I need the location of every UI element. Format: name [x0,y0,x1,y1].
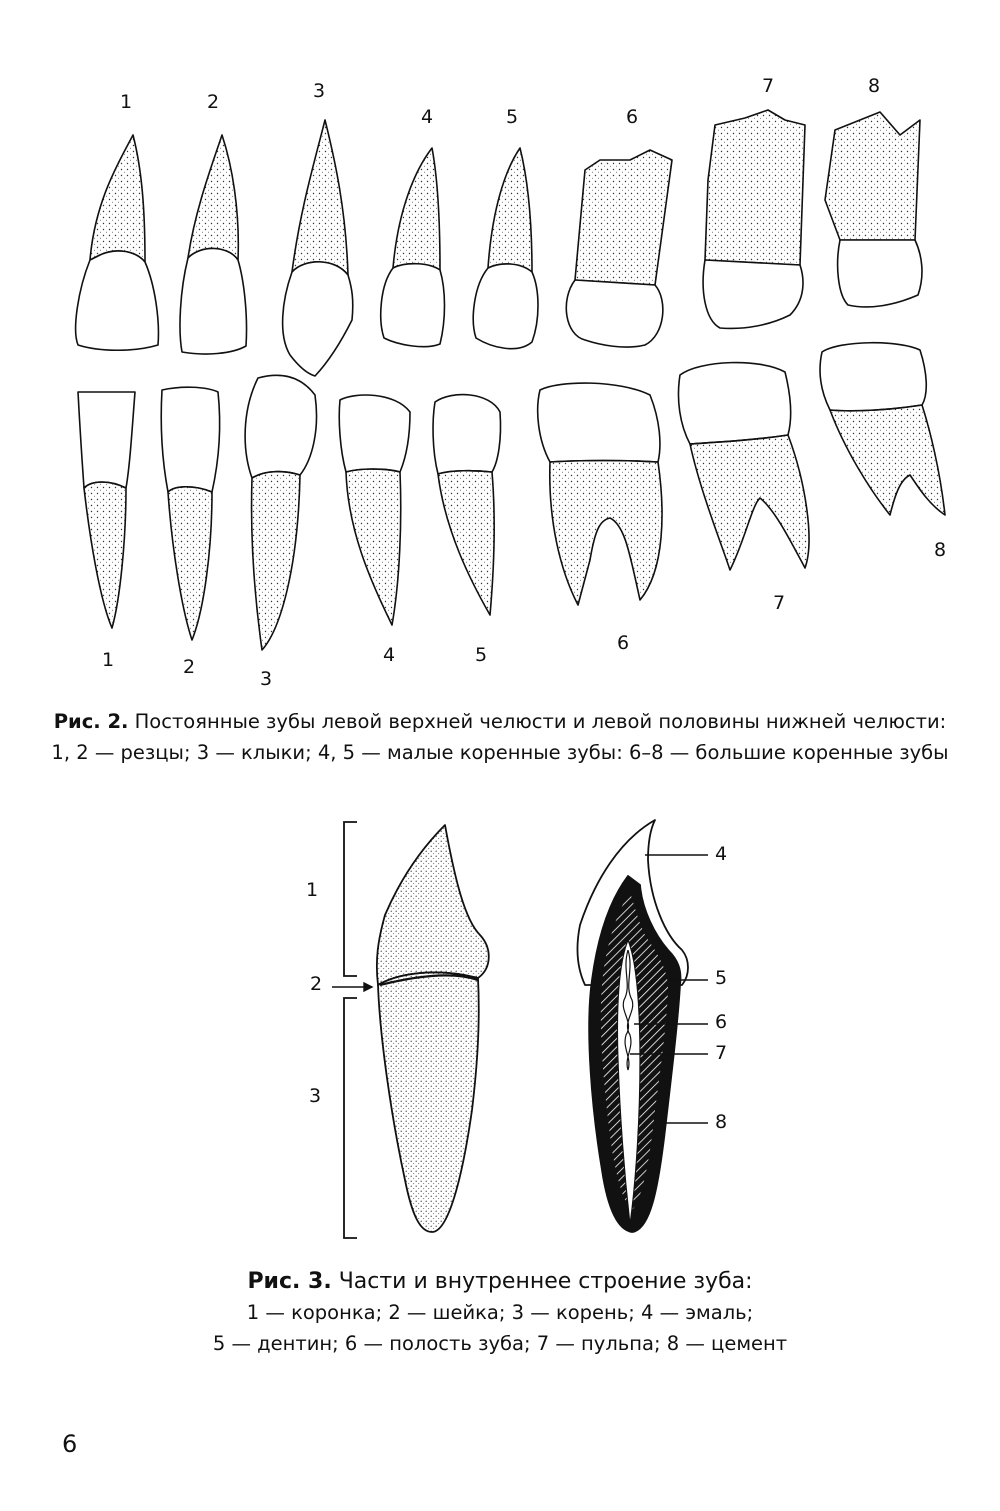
upper-tooth-2 [180,135,247,354]
part-label-root: 3 [308,1085,322,1107]
lower-label-4: 4 [382,644,396,666]
lower-label-2: 2 [182,656,196,678]
lower-tooth-5 [433,395,500,615]
figure-3-caption-title: Части и внутреннее строение зуба: [338,1269,753,1294]
lower-label-5: 5 [474,644,488,666]
tooth-section [578,820,688,1232]
lower-label-6: 6 [616,632,630,654]
structure-label-pulp: 7 [714,1042,728,1064]
lower-label-3: 3 [259,668,273,690]
upper-label-8: 8 [867,75,881,97]
structure-label-cement: 8 [714,1111,728,1133]
upper-tooth-3 [283,120,353,376]
figure-2-caption [0,706,1000,768]
lower-tooth-8 [820,343,945,515]
neck-arrow [332,983,372,991]
figure-3-caption-label: Рис. 3. [247,1269,332,1294]
upper-tooth-6 [566,150,672,347]
lower-tooth-1 [78,392,135,628]
lower-tooth-3 [245,375,316,650]
structure-label-cavity: 6 [714,1011,728,1033]
figure-3-tooth-structure [0,800,1000,1260]
figure-3-caption [0,1266,1000,1359]
upper-label-7: 7 [761,75,775,97]
figure-2-teeth-drawing [0,60,1000,700]
part-label-neck: 2 [309,973,323,995]
upper-label-5: 5 [505,106,519,128]
upper-label-6: 6 [625,106,639,128]
figure-2-caption-label: Рис. 2. [53,710,129,733]
lower-label-1: 1 [101,649,115,671]
upper-tooth-5 [473,148,538,349]
figure-3-caption-legend-2: 5 — дентин; 6 — полость зуба; 7 — пульпа; 8 — цемент [212,1332,788,1355]
page-number: 6 [62,1430,78,1458]
upper-tooth-8 [825,112,922,307]
upper-label-2: 2 [206,91,220,113]
lower-tooth-7 [678,363,809,570]
lower-label-8: 8 [933,539,947,561]
part-label-crown: 1 [305,879,319,901]
structure-label-dentin: 5 [714,967,728,989]
lower-tooth-6 [538,383,662,605]
external-tooth [377,825,489,1232]
structure-label-enamel: 4 [714,843,728,865]
upper-tooth-4 [381,148,445,347]
upper-tooth-7 [703,110,805,328]
upper-label-1: 1 [119,91,133,113]
lower-tooth-2 [161,387,219,640]
parts-bracket [344,822,357,1238]
lower-label-7: 7 [772,592,786,614]
lower-tooth-4 [339,395,410,625]
upper-tooth-1 [76,135,159,350]
upper-label-4: 4 [420,106,434,128]
figure-2-caption-title: Постоянные зубы левой верхней челюсти и левой половины нижней челюсти: [134,710,947,733]
figure-2-caption-legend: 1, 2 — резцы; 3 — клыки; 4, 5 — малые коренные зубы: 6–8 — большие коренные зубы [51,741,949,764]
upper-label-3: 3 [312,80,326,102]
figure-3-caption-legend-1: 1 — коронка; 2 — шейка; 3 — корень; 4 — эмаль; [246,1301,754,1324]
